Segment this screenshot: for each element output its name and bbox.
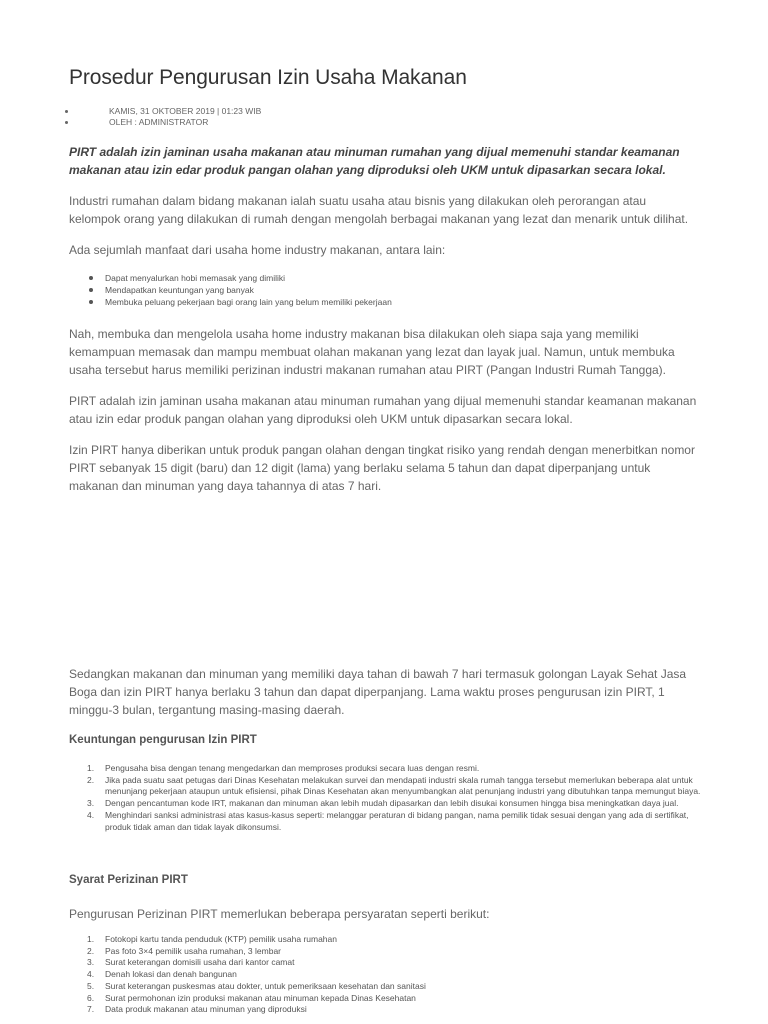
list-item: Membuka peluang pekerjaan bagi orang lain yang belum memiliki pekerjaan [69, 296, 709, 308]
paragraph-manfaat: Ada sejumlah manfaat dari usaha home industry makanan, antara lain: [69, 243, 446, 257]
heading-syarat: Syarat Perizinan PIRT [69, 874, 188, 886]
list-item: 5. Surat keterangan puskesmas atau dokter, untuk pemeriksaan kesehatan dan sanitasi [87, 980, 426, 991]
list-item: 1. Fotokopi kartu tanda penduduk (KTP) pemilik usaha rumahan [87, 934, 337, 944]
benefits-list [69, 272, 709, 308]
bullet-icon [65, 121, 68, 124]
meta-date-text: KAMIS, 31 OKTOBER 2019 | 01:23 WIB [109, 106, 262, 116]
list-item: 1. Pengusaha bisa dengan tenang mengedarkan dan memproses produksi secara luas dengan resmi. [87, 763, 480, 773]
list-item: Mendapatkan keuntungan yang banyak [69, 284, 709, 296]
paragraph-izin-pirt: Izin PIRT hanya diberikan untuk produk pangan olahan dengan tingkat risiko yang rendah dengan menerbitkan nomor PIRT sebanyak 15 digit (baru) dan 12 digit (lama) yang berlaku selama 5 tahun dan dapat diperpanjang untuk makanan dan minuman yang daya tahannya di atas 7 hari. [69, 443, 695, 493]
list-item: 2. Jika pada suatu saat petugas dari Dinas Kesehatan melakukan survei dan mendapati industri skala rumah tangga tersebut memerlukan beberapa alat untuk menunjang pekerjaan ataupun untuk efisiensi, pihak Dinas Kesehatan akan menyumbangkan alat penunjang industri yang dibutuhkan tanpa memungut biaya. [87, 774, 701, 797]
list-item: 4. Menghindari sanksi administrasi atas kasus-kasus seperti: melanggar peraturan di bidang pangan, nama pemilik tidak sesuai dengan yang ada di sertifikat, produk tidak aman dan tidak layak dikonsumsi. [87, 809, 689, 832]
heading-keuntungan: Keuntungan pengurusan Izin PIRT [69, 734, 257, 746]
list-item: 3. Surat keterangan domisili usaha dari kantor camat [87, 957, 295, 968]
article-meta [0, 106, 768, 128]
paragraph-daya-tahan: Sedangkan makanan dan minuman yang memiliki daya tahan di bawah 7 hari termasuk golongan Layak Sehat Jasa Boga dan izin PIRT hanya berlaku 3 tahun dan dapat diperpanjang. Lama waktu proses pengurusan izin PIRT, 1 minggu-3 bulan, tergantung masing-masing daerah. [69, 667, 687, 717]
paragraph-industri: Industri rumahan dalam bidang makanan ialah suatu usaha atau bisnis yang dilakukan oleh perorangan atau kelompok orang yang dilakukan di rumah dengan mengolah berbagai makanan yang lezat dan menarik untuk dilihat. [69, 194, 689, 226]
meta-author [0, 117, 768, 128]
paragraph-persyaratan: Pengurusan Perizinan PIRT memerlukan beberapa persyaratan seperti berikut: [69, 907, 490, 921]
article-title: Prosedur Pengurusan Izin Usaha Makanan [69, 66, 467, 89]
list-item: Dapat menyalurkan hobi memasak yang dimiliki [69, 272, 709, 284]
list-item: 4. Denah lokasi dan denah bangunan [87, 969, 237, 980]
paragraph-home-industry: Nah, membuka dan mengelola usaha home industry makanan bisa dilakukan oleh siapa saja yang memiliki kemampuan memasak dan mampu membuat olahan makanan yang lezat dan layak jual. Namun, untuk membuka usaha tersebut harus memiliki perizinan industri makanan rumahan atau PIRT (Pangan Industri Rumah Tangga). [69, 327, 675, 377]
list-item: 3. Dengan pencantuman kode IRT, makanan dan minuman akan lebih mudah dipasarkan dan lebih disukai konsumen hingga bisa meningkatkan daya jual. [87, 798, 679, 809]
list-item: 6. Surat permohonan izin produksi makanan atau minuman kepada Dinas Kesehatan [87, 992, 416, 1003]
keuntungan-list [69, 763, 709, 833]
list-item: 2. Pas foto 3×4 pemilik usaha rumahan, 3 lembar [87, 945, 282, 956]
paragraph-pirt: PIRT adalah izin jaminan usaha makanan atau minuman rumahan yang dijual memenuhi standar keamanan makanan atau izin edar produk pangan olahan yang diproduksi oleh UKM untuk dipasarkan secara lokal. [69, 394, 697, 426]
list-item: 7. Data produk makanan atau minuman yang diproduksi [87, 1004, 307, 1015]
syarat-list [69, 934, 709, 1016]
bullet-icon [65, 110, 68, 113]
meta-date [0, 106, 768, 117]
lead-paragraph: PIRT adalah izin jaminan usaha makanan atau minuman rumahan yang dijual memenuhi standar keamanan makanan atau izin edar produk pangan olahan yang diproduksi oleh UKM untuk dipasarkan secara lokal. [69, 145, 680, 177]
meta-author-text: OLEH : ADMINISTRATOR [109, 117, 209, 127]
